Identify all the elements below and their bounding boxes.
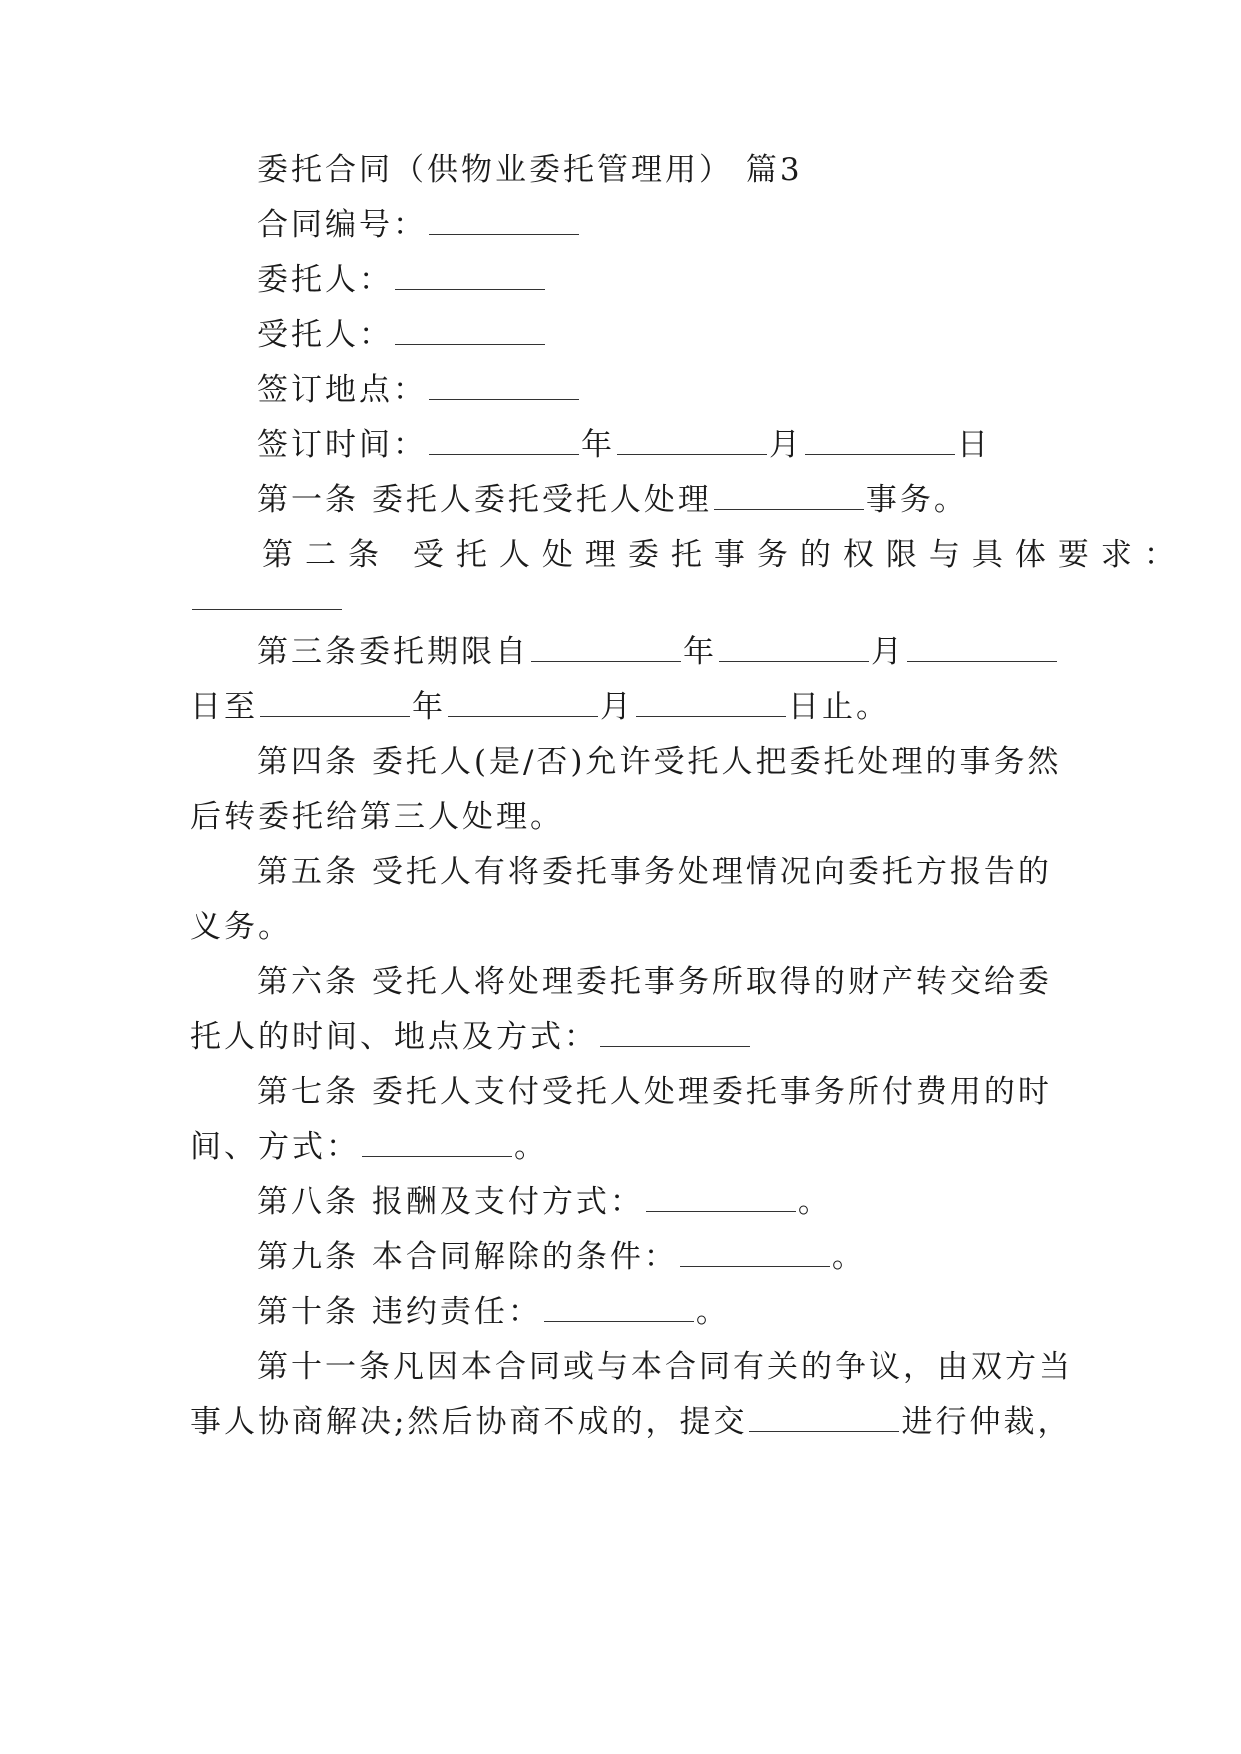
article-9-blank bbox=[680, 1240, 830, 1267]
start-month-blank bbox=[719, 635, 869, 662]
article-5-line-1: 第五条 受托人有将委托事务处理情况向委托方报告的 bbox=[257, 854, 1052, 890]
article-4-line-1: 第四条 委托人(是/否)允许受托人把委托处理的事务然 bbox=[257, 744, 1062, 780]
article-2: 第二条 受托人处理委托事务的权限与具体要求： bbox=[262, 537, 1187, 573]
signing-place-blank bbox=[429, 373, 579, 400]
article-7-line-2: 间、方式： 。 bbox=[190, 1129, 548, 1165]
signing-place-line: 签订地点： bbox=[257, 370, 581, 410]
article-8-blank bbox=[646, 1185, 796, 1212]
client-blank bbox=[395, 263, 545, 290]
article-5-line-2: 义务。 bbox=[190, 909, 292, 945]
article-10: 第十条 违约责任： 。 bbox=[257, 1294, 730, 1330]
article-4-line-2: 后转委托给第三人处理。 bbox=[190, 799, 564, 835]
agent-line: 受托人： bbox=[257, 315, 547, 355]
article-11-blank bbox=[749, 1405, 899, 1432]
article-2-blank-line bbox=[190, 580, 344, 620]
article-6-blank bbox=[600, 1020, 750, 1047]
signing-time-line: 签订时间： 年 月 日 bbox=[257, 427, 991, 463]
month-blank bbox=[617, 428, 767, 455]
client-line: 委托人： bbox=[257, 260, 547, 300]
article-7-line-1: 第七条 委托人支付受托人处理委托事务所付费用的时 bbox=[257, 1074, 1052, 1110]
article-6-line-1: 第六条 受托人将处理委托事务所取得的财产转交给委 bbox=[257, 964, 1052, 1000]
article-9: 第九条 本合同解除的条件： 。 bbox=[257, 1239, 866, 1275]
article-3-line-1: 第三条委托期限自 年 月 bbox=[257, 632, 1059, 672]
article-1-blank bbox=[714, 483, 864, 510]
end-month-blank bbox=[448, 690, 598, 717]
article-3-line-2: 日至 年 月 日止。 bbox=[190, 689, 890, 725]
document-title: 委托合同（供物业委托管理用） 篇3 bbox=[257, 152, 803, 188]
article-6-line-2: 托人的时间、地点及方式： bbox=[190, 1017, 752, 1057]
day-blank bbox=[805, 428, 955, 455]
article-1: 第一条 委托人委托受托人处理 事务。 bbox=[257, 482, 968, 518]
start-day-blank bbox=[907, 635, 1057, 662]
agent-blank bbox=[395, 318, 545, 345]
article-11-line-1: 第十一条凡因本合同或与本合同有关的争议，由双方当 bbox=[257, 1349, 1073, 1385]
year-blank bbox=[429, 428, 579, 455]
end-day-blank bbox=[636, 690, 786, 717]
start-year-blank bbox=[531, 635, 681, 662]
contract-number-line: 合同编号： bbox=[257, 205, 581, 245]
article-10-blank bbox=[544, 1295, 694, 1322]
article-11-line-2: 事人协商解决;然后协商不成的，提交 进行仲裁， bbox=[190, 1404, 1072, 1440]
end-year-blank bbox=[260, 690, 410, 717]
article-8: 第八条 报酬及支付方式： 。 bbox=[257, 1184, 832, 1220]
article-7-blank bbox=[362, 1130, 512, 1157]
contract-number-blank bbox=[429, 208, 579, 235]
article-2-blank bbox=[192, 583, 342, 610]
